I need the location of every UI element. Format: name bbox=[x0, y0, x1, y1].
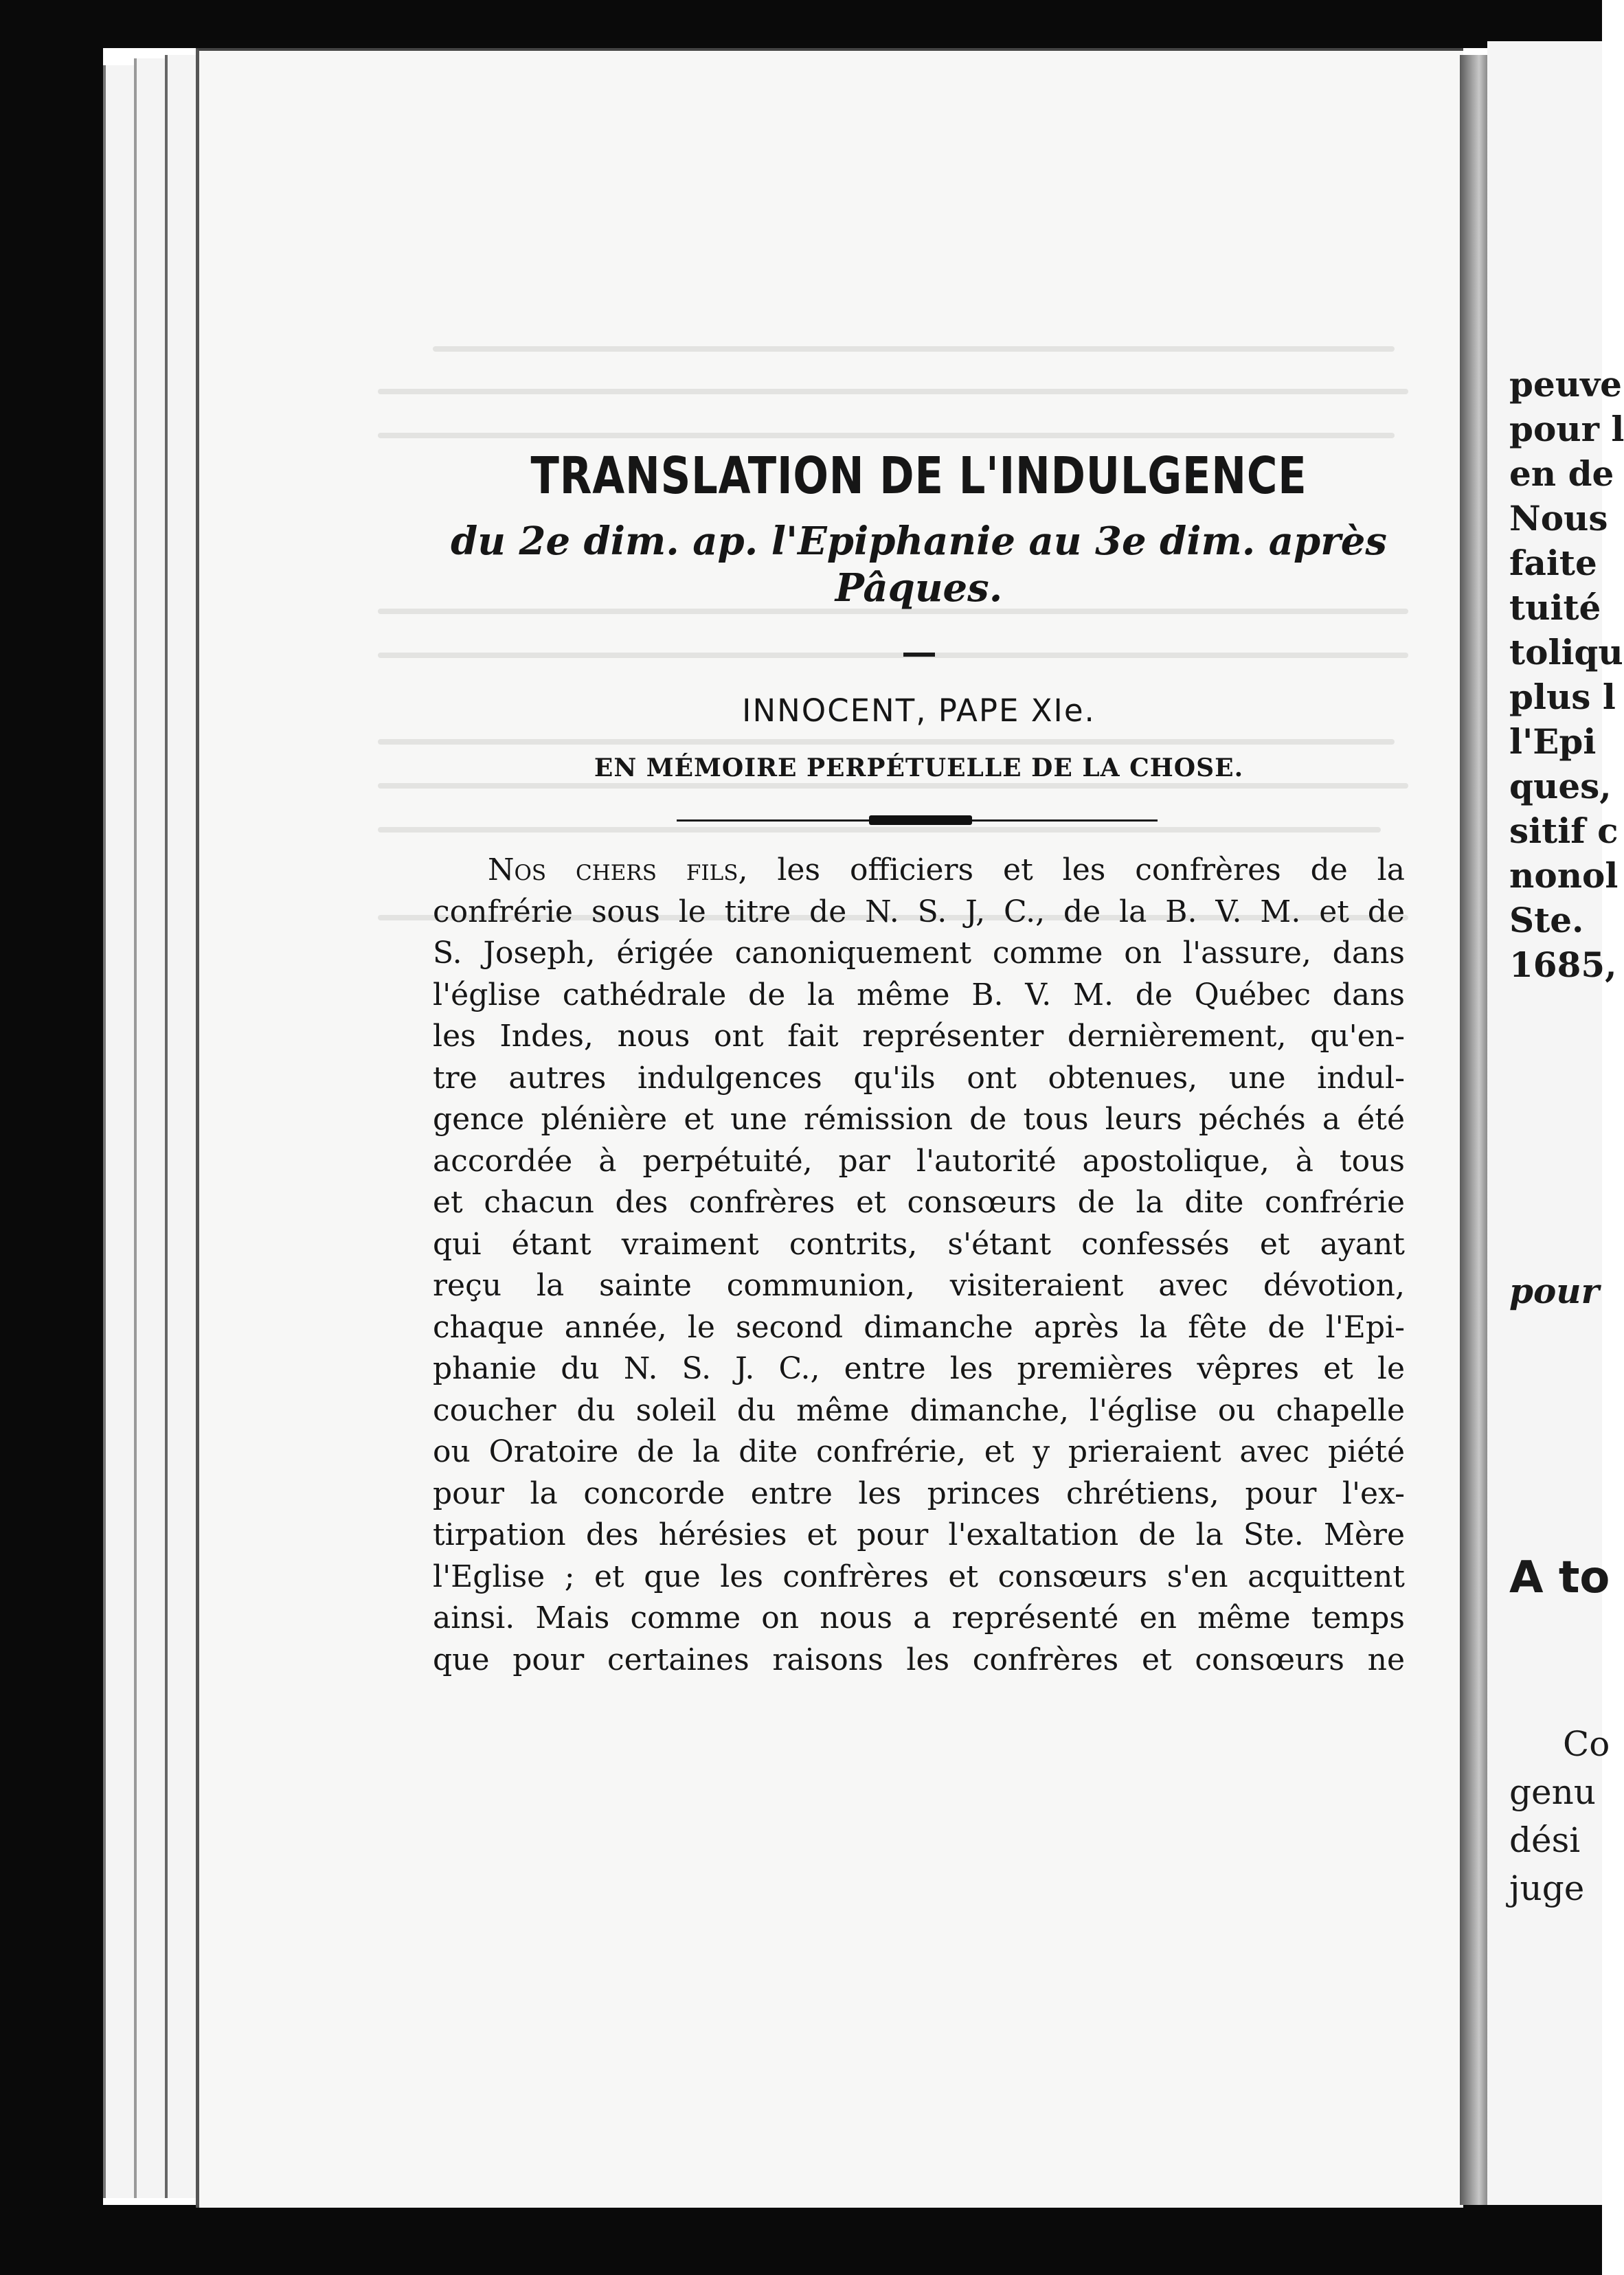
facing-line: nonol bbox=[1509, 855, 1619, 896]
body-line: ou Oratoire de la dite confrérie, et y prieraient avec piété bbox=[433, 1434, 1405, 1469]
body-line: tirpation des hérésies et pour l'exaltation de la Ste. Mère bbox=[433, 1517, 1405, 1552]
book-gutter bbox=[1460, 55, 1487, 2205]
body-line: l'église cathédrale de la même B. V. M. de Québec dans bbox=[433, 977, 1405, 1012]
page-subtitle bbox=[433, 518, 1405, 611]
body-line: gence plénière et une rémission de tous leurs péchés a été bbox=[433, 1102, 1405, 1137]
scan-border-top bbox=[0, 0, 1602, 48]
facing-heading: A to bbox=[1509, 1552, 1610, 1603]
facing-italic-line: pour bbox=[1509, 1271, 1600, 1311]
body-line: confrérie sous le titre de N. S. J, C., de la B. V. M. et de bbox=[433, 894, 1405, 929]
facing-line: juge bbox=[1509, 1868, 1585, 1908]
facing-line: genu bbox=[1509, 1772, 1597, 1812]
facing-line: sitif c bbox=[1509, 811, 1619, 851]
body-line: reçu la sainte communion, visiteraient avec dévotion, bbox=[433, 1268, 1405, 1303]
body-line: l'Eglise ; et que les confrères et consœurs s'en acquittent bbox=[433, 1559, 1405, 1594]
short-rule bbox=[903, 653, 935, 657]
body-line: ainsi. Mais comme on nous a représenté en même temps bbox=[433, 1600, 1405, 1635]
facing-line: dési bbox=[1509, 1820, 1581, 1860]
bleed-through bbox=[433, 346, 1395, 352]
facing-page bbox=[1487, 41, 1624, 2205]
body-line: S. Joseph, érigée canoniquement comme on l'assure, dans bbox=[433, 936, 1405, 971]
body-line: qui étant vraiment contrits, s'étant confessés et ayant bbox=[433, 1226, 1405, 1262]
facing-line: l'Epi bbox=[1509, 721, 1597, 762]
body-line-text: , les officiers et les confrères de la bbox=[738, 852, 1405, 887]
ornamental-rule bbox=[433, 807, 1405, 835]
facing-line: plus l bbox=[1509, 677, 1616, 717]
body-line: et chacun des confrères et consœurs de la dite confrérie bbox=[433, 1185, 1405, 1220]
facing-line: ques, bbox=[1509, 766, 1612, 806]
subtitle-line: du 2e dim. ap. l'Epiphanie au 3e dim. après bbox=[451, 519, 1387, 564]
facing-line: tuité bbox=[1509, 587, 1601, 628]
page-content bbox=[433, 426, 1405, 1681]
scan-border-left bbox=[0, 0, 103, 2275]
body-line: accordée à perpétuité, par l'autorité apostolique, à tous bbox=[433, 1143, 1405, 1179]
body-line: que pour certaines raisons les confrères et consœurs ne bbox=[433, 1642, 1405, 1677]
subtitle-line: Pâques. bbox=[835, 565, 1003, 611]
pope-heading: INNOCENT, PAPE XIe. bbox=[742, 692, 1096, 729]
facing-line: peuve bbox=[1509, 364, 1622, 405]
facing-line: Co bbox=[1563, 1724, 1610, 1764]
scan-border-bottom bbox=[0, 2205, 1602, 2275]
page-title: TRANSLATION DE L'INDULGENCE bbox=[530, 446, 1307, 506]
body-line: coucher du soleil du même dimanche, l'église ou chapelle bbox=[433, 1392, 1405, 1428]
facing-line: en de bbox=[1509, 453, 1614, 494]
facing-line: faite bbox=[1509, 543, 1597, 583]
body-line: pour la concorde entre les princes chrétiens, pour l'ex- bbox=[433, 1475, 1405, 1511]
body-line bbox=[433, 850, 1405, 892]
body-paragraph bbox=[433, 850, 1405, 1681]
body-line: les Indes, nous ont fait représenter dernièrement, qu'en- bbox=[433, 1019, 1405, 1054]
ornament-thick-bar bbox=[869, 815, 972, 825]
memory-heading: EN MÉMOIRE PERPÉTUELLE DE LA CHOSE. bbox=[594, 754, 1244, 782]
body-line: phanie du N. S. J. C., entre les premières vêpres et le bbox=[433, 1351, 1405, 1386]
opening-words: Nos chers fils bbox=[488, 852, 738, 887]
facing-line: toliqu bbox=[1509, 632, 1623, 672]
facing-line: Nous bbox=[1509, 498, 1608, 539]
facing-line: 1685, bbox=[1509, 944, 1617, 985]
body-line: tre autres indulgences qu'ils ont obtenues, une indul- bbox=[433, 1060, 1405, 1096]
body-line: chaque année, le second dimanche après la fête de l'Epi- bbox=[433, 1309, 1405, 1345]
facing-line: Ste. bbox=[1509, 900, 1584, 940]
facing-line: pour l bbox=[1509, 409, 1624, 449]
bleed-through bbox=[378, 389, 1408, 394]
